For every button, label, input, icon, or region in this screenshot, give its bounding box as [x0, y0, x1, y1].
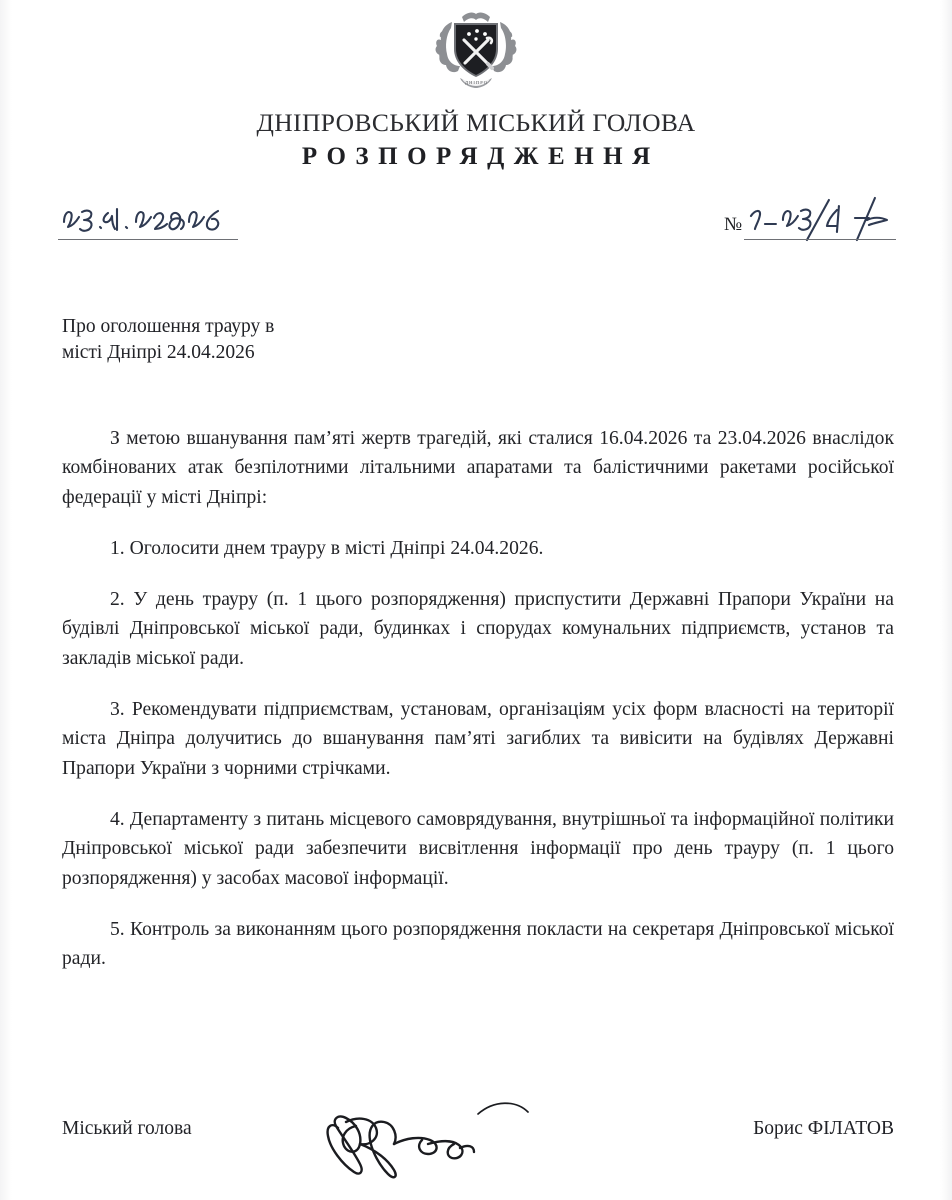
number-handwriting-slot: [744, 196, 896, 240]
signatory-name: Борис ФІЛАТОВ: [753, 1118, 894, 1139]
signature-block: [62, 1118, 894, 1158]
date-value-text: [58, 240, 59, 241]
handwritten-date-ink: [58, 196, 238, 240]
organization-title: ДНІПРОВСЬКИЙ МІСЬКИЙ ГОЛОВА: [256, 108, 696, 137]
handwritten-number-ink: [744, 196, 896, 240]
handwritten-signature: [302, 1092, 602, 1184]
page-edge-right: [940, 0, 952, 1200]
paragraph-item-3: 3. Рекомендувати підприємствам, установам, організаціям усіх форм власності на території міста Дніпра долучитись до вшанування пам’яті загиблих та вивісити на будівлях Державні Прапори України з чорними стрічками.: [62, 699, 894, 779]
dnipro-coat-of-arms-icon: [432, 6, 520, 92]
subject-line-1: Про оголошення трауру в: [62, 316, 275, 337]
emblem-container: [0, 6, 952, 92]
subject-line-2: місті Дніпрі 24.04.2026: [62, 342, 255, 363]
date-field[interactable]: [58, 196, 238, 240]
paragraph-item-1: 1. Оголосити днем трауру в місті Дніпрі 24.04.2026.: [110, 537, 544, 559]
paragraph-item-2: 2. У день трауру (п. 1 цього розпорядження) приспустити Державні Прапори України на будівлі Дніпровської міської ради, будинках і спорудах комунальних підприємств, установ та закладів міської ради.: [62, 589, 894, 669]
paragraph-item-5: 5. Контроль за виконанням цього розпорядження покласти на секретаря Дніпровської міської ради.: [62, 918, 894, 970]
page-edge-left: [0, 0, 12, 1200]
body-text: [62, 424, 894, 995]
date-underline: [58, 239, 238, 240]
paragraph-intro: З метою вшанування пам’яті жертв трагедій, які сталися 16.04.2026 та 23.04.2026 внаслідок комбінованих атак безпілотними літальними апаратами та балістичними ракетами російської федерації у місті Дніпрі:: [62, 428, 894, 508]
svg-text:ДНІПРО: ДНІПРО: [465, 80, 489, 85]
subject-block: [62, 314, 392, 366]
signatory-role: Міський голова: [62, 1118, 192, 1139]
paragraph-item-4: 4. Департаменту з питань місцевого самоврядування, внутрішньої та інформаційної політики Дніпровської міської ради забезпечити висвітлення інформації про день трауру (п. 1 цього розпорядження) у засобах масової інформації.: [62, 808, 894, 889]
number-underline: [744, 239, 896, 240]
number-symbol: №: [724, 214, 743, 235]
number-field[interactable]: [724, 196, 896, 240]
date-handwriting-slot: [58, 196, 238, 240]
document-type-heading: РОЗПОРЯДЖЕННЯ: [301, 143, 660, 170]
